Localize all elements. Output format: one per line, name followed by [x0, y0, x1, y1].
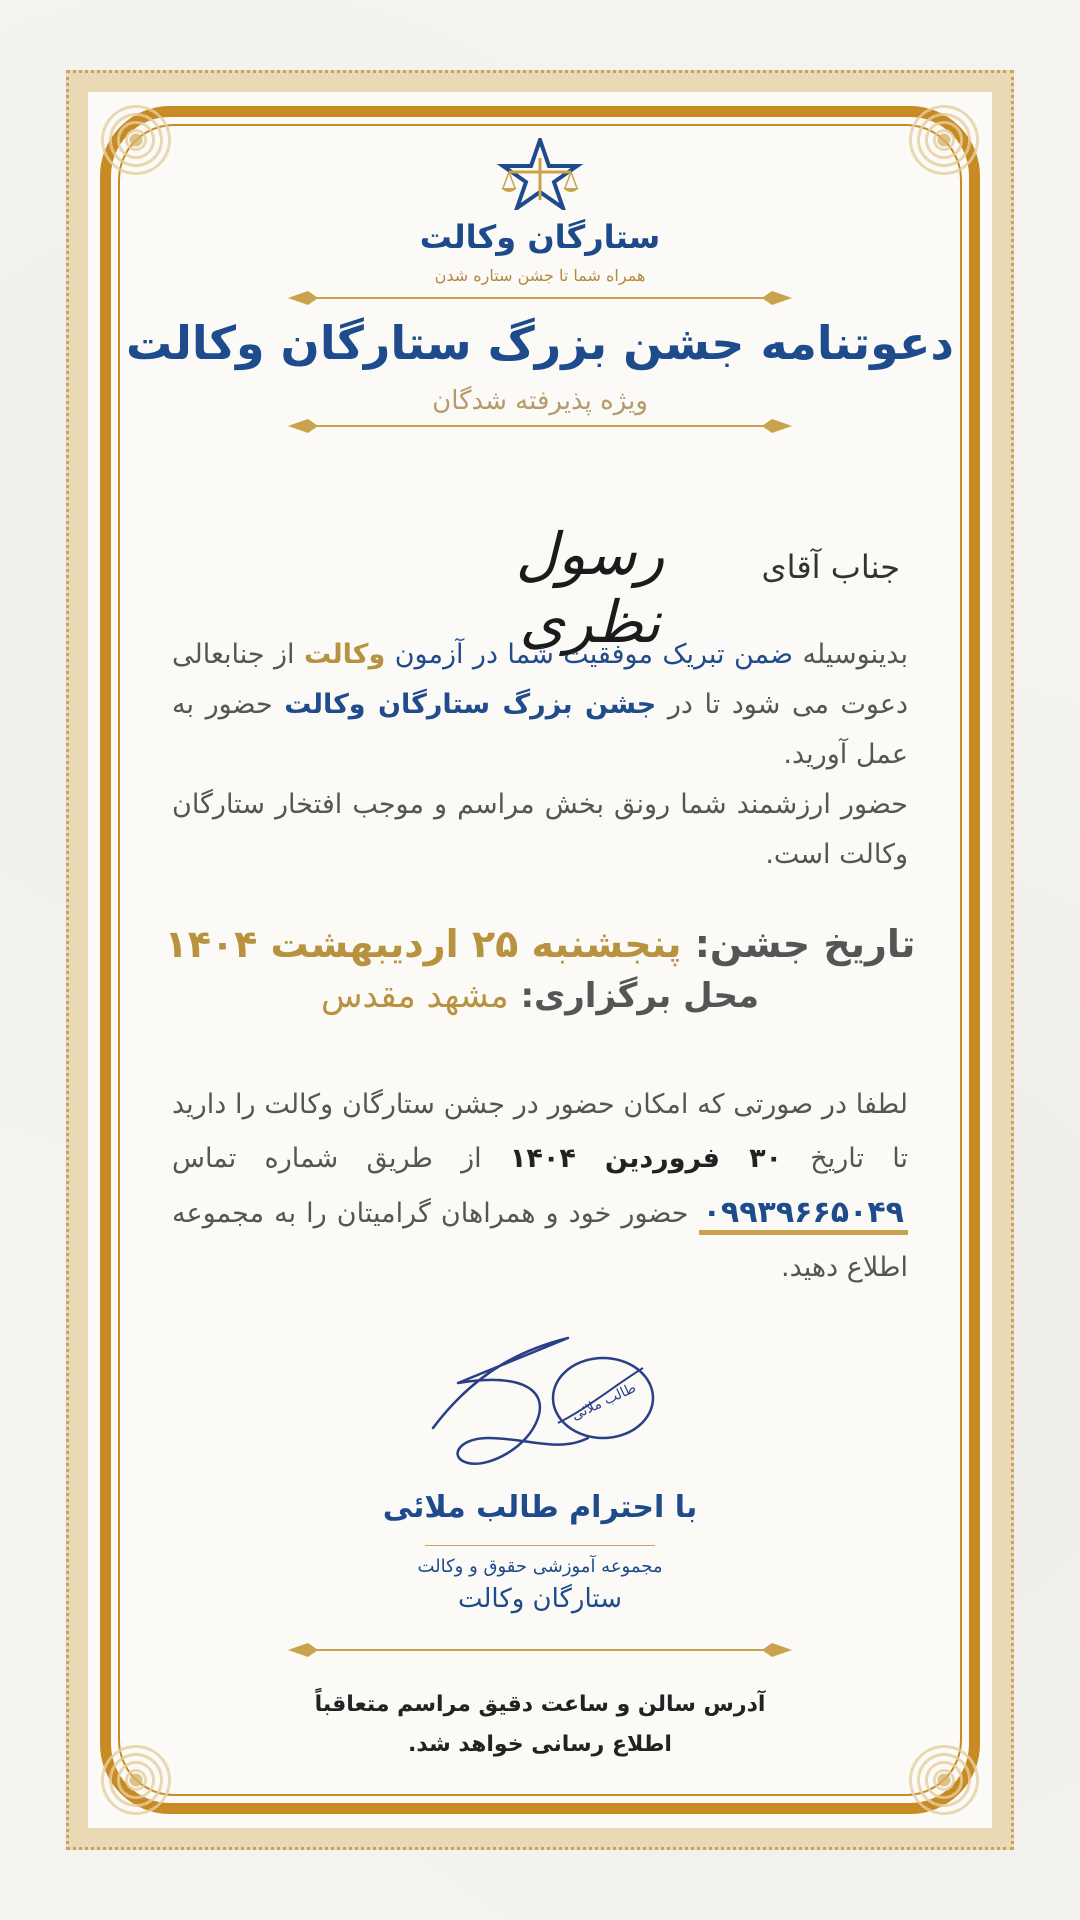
rsvp-paragraph: [172, 1078, 908, 1295]
invitation-text-1: بدینوسیله: [793, 639, 908, 670]
event-place-label: محل برگزاری:: [520, 976, 760, 1016]
organization-name: ستارگان وکالت: [457, 1584, 623, 1614]
guest-name: رسول نظری: [515, 520, 665, 656]
organization-description: مجموعه آموزشی حقوق و وکالت: [417, 1556, 663, 1577]
invitation-paragraph: [172, 630, 908, 780]
event-date-line: [0, 922, 1080, 966]
invitation-text-4: از جنابعالی دعوت می شود تا در: [172, 639, 908, 720]
event-name-highlight: جشن بزرگ ستارگان وکالت: [284, 689, 657, 720]
brand-name: ستارگان وکالت: [419, 218, 661, 256]
contact-phone[interactable]: ۰۹۹۳۹۶۶۵۰۴۹: [699, 1195, 908, 1235]
salutation: جناب آقای: [761, 548, 900, 586]
rsvp-text-2: از طریق شماره تماس: [172, 1143, 510, 1174]
event-place-line: [0, 976, 1080, 1016]
footer-line-1: آدرس سالن و ساعت دقیق مراسم متعاقباً: [314, 1692, 766, 1717]
ornamental-divider-bottom: [288, 1638, 792, 1662]
subtitle: ویژه پذیرفته شدگان: [432, 386, 648, 416]
page-title: دعوتنامه جشن بزرگ ستارگان وکالت: [125, 316, 955, 370]
event-date-label: تاریخ جشن:: [694, 922, 916, 966]
ornamental-divider-middle: [288, 414, 792, 438]
signoff-divider: [425, 1545, 655, 1546]
footer-note: [0, 1685, 1080, 1765]
brand-tagline: همراه شما تا جشن ستاره شدن: [434, 266, 646, 285]
star-scales-logo-icon: [495, 138, 585, 210]
invitation-text-3: وکالت: [303, 639, 386, 670]
rsvp-text-3: حضور خود و همراهان گرامیتان را به مجموعه اطلاع دهید.: [172, 1198, 908, 1283]
rsvp-deadline: ۳۰ فروردین ۱۴۰۴: [509, 1143, 783, 1174]
stamp-text: طالب ملائی: [569, 1379, 639, 1424]
handwritten-signature: [418, 1328, 668, 1478]
event-place-value: مشهد مقدس: [320, 976, 509, 1016]
ornamental-divider-top: [288, 286, 792, 310]
invitation-text-5: حضور به عمل آورید.: [172, 689, 908, 770]
footer-line-2: اطلاع رسانی خواهد شد.: [408, 1732, 672, 1757]
signoff: با احترام طالب ملائی: [382, 1490, 698, 1525]
honor-paragraph: حضور ارزشمند شما رونق بخش مراسم و موجب افتخار ستارگان وکالت است.: [172, 789, 908, 870]
invitation-text-2: ضمن تبریک موفقیت شما در آزمون: [385, 639, 794, 670]
rsvp-text-1: لطفا در صورتی که امکان حضور در جشن ستارگان وکالت را دارید تا تاریخ: [172, 1089, 908, 1174]
event-date-value: پنجشنبه ۲۵ اردیبهشت ۱۴۰۴: [164, 922, 682, 966]
